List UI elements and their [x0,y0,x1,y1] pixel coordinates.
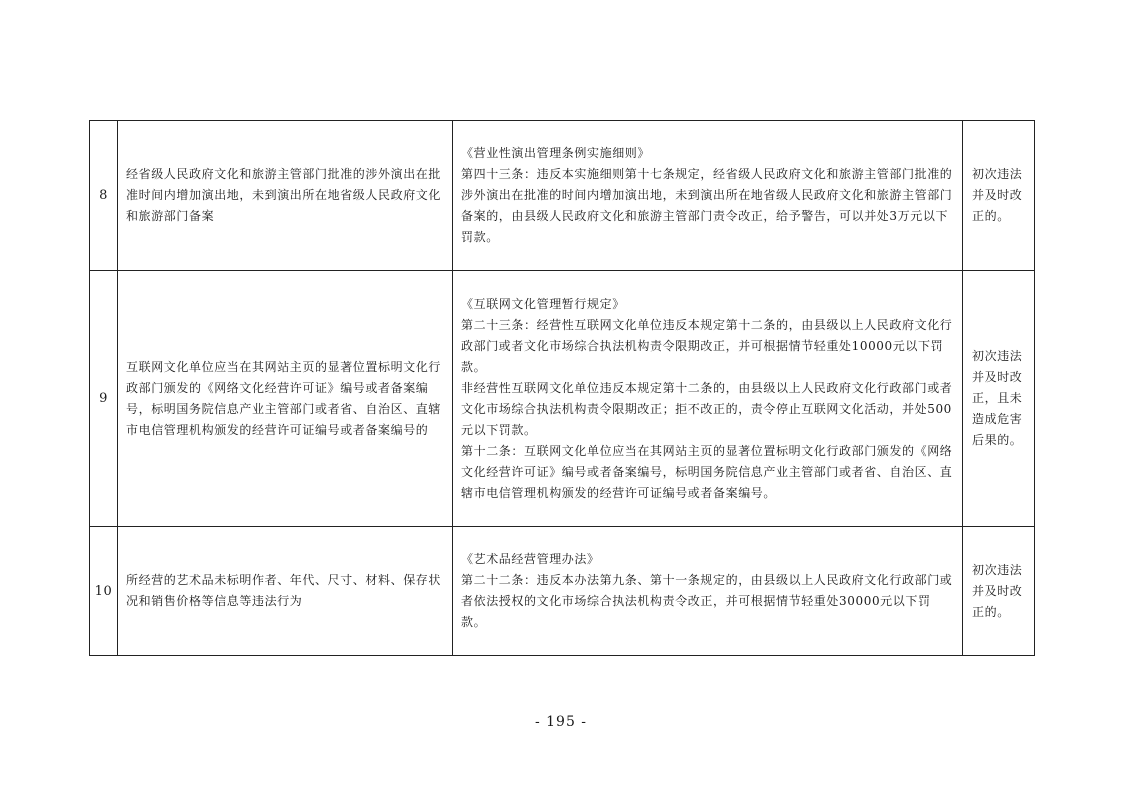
exemption-condition: 初次违法并及时改正的。 [963,527,1035,656]
legal-basis [453,271,963,527]
table-row [90,271,1035,527]
page-number: - 195 - [534,714,588,730]
violation-description: 经省级人民政府文化和旅游主管部门批准的涉外演出在批准时间内增加演出地，未到演出所在地省级人民政府文化和旅游部门备案 [118,121,453,271]
legal-basis [453,121,963,271]
regulation-clause: 第二十三条：经营性互联网文化单位违反本规定第十二条的，由县级以上人民政府文化行政部门或者文化市场综合执法机构责令限期改正，并可根据情节轻重处10000元以下罚款。 [461,317,953,374]
regulation-title: 《营业性演出管理条例实施细则》 [461,146,651,160]
row-number: 8 [90,121,118,271]
regulation-title: 《互联网文化管理暂行规定》 [461,296,625,311]
penalty-table [89,120,1035,656]
exemption-condition: 初次违法并及时改正的。 [963,121,1035,271]
exemption-condition: 初次违法并及时改正，且未造成危害后果的。 [963,271,1035,527]
regulation-clause: 第四十三条：违反本实施细则第十七条规定，经省级人民政府文化和旅游主管部门批准的涉外演出在批准的时间内增加演出地，未到演出所在地省级人民政府文化和旅游主管部门备案的，由县级人民政府文化和旅游主管部门责令改正，给予警告，可以并处3万元以下罚款。 [461,167,953,244]
regulation-clause: 第二十二条：违反本办法第九条、第十一条规定的，由县级以上人民政府文化行政部门或者依法授权的文化市场综合执法机构责令改正，并可根据情节轻重处30000元以下罚款。 [461,573,953,629]
regulation-clause: 第十二条：互联网文化单位应当在其网站主页的显著位置标明文化行政部门颁发的《网络文化经营许可证》编号或者备案编号，标明国务院信息产业主管部门或者省、自治区、直辖市电信管理机构颁发的经营许可证编号或者备案编号。 [461,443,953,500]
violation-description: 互联网文化单位应当在其网站主页的显著位置标明文化行政部门颁发的《网络文化经营许可证》编号或者备案编号，标明国务院信息产业主管部门或者省、自治区、直辖市电信管理机构颁发的经营许可证编号或者备案编号的 [118,271,453,527]
regulation-title: 《艺术品经营管理办法》 [461,552,600,566]
row-number: 10 [90,527,118,656]
regulation-clause: 非经营性互联网文化单位违反本规定第十二条的，由县级以上人民政府文化行政部门或者文化市场综合执法机构责令限期改正；拒不改正的，责令停止互联网文化活动，并处500元以下罚款。 [461,380,953,437]
table-row [90,121,1035,271]
table-row [90,527,1035,656]
legal-basis [453,527,963,656]
violation-description: 所经营的艺术品未标明作者、年代、尺寸、材料、保存状况和销售价格等信息等违法行为 [118,527,453,656]
row-number: 9 [90,271,118,527]
